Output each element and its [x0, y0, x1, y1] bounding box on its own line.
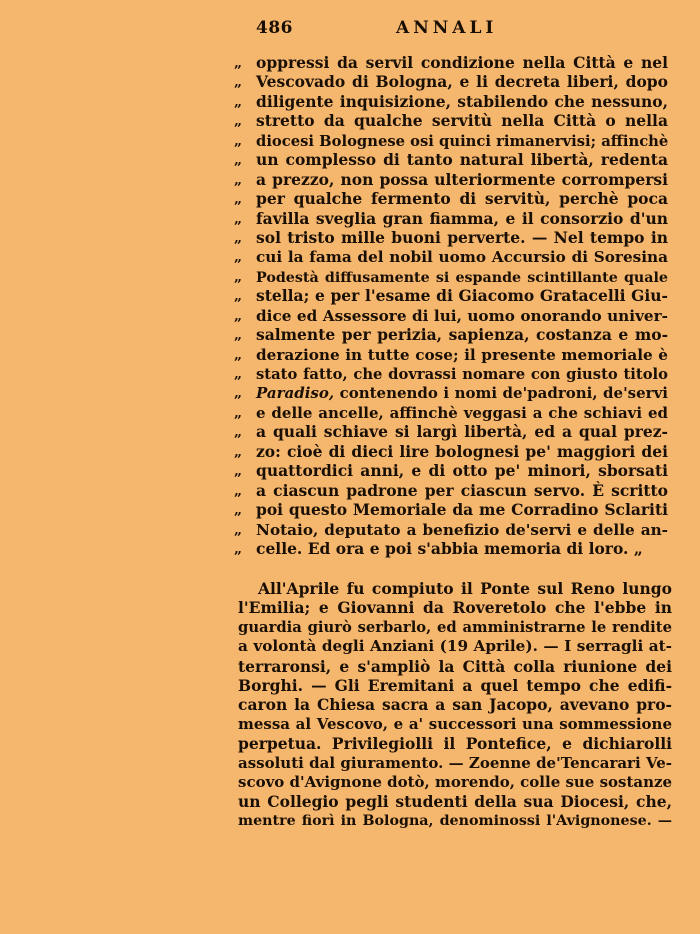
- quote-mark: „: [234, 191, 243, 208]
- quote-line: „ diocesi Bolognese osi quinci rimanervisi; affinchè: [234, 132, 669, 150]
- quote-line: „ celle. Ed ora e poi s'abbia memoria di loro. „: [234, 538, 643, 558]
- quote-mark: „: [234, 307, 243, 324]
- paragraph-line: mentre fiorì in Bologna, denominossi l'Avignonese. —: [238, 812, 672, 829]
- quote-mark: „: [234, 93, 243, 110]
- quote-mark: „: [234, 74, 243, 91]
- paragraph-line: perpetua. Privilegiolli il Pontefice, e dichiarolli: [238, 734, 672, 754]
- quote-mark: „: [234, 404, 243, 421]
- paragraph-line: terraronsi, e s'ampliò la Città colla riunione dei: [238, 656, 672, 676]
- page-header: [256, 18, 516, 42]
- quote-line: „ quattordici anni, e di otto pe' minori, sborsati: [234, 461, 668, 481]
- paragraph-line: Borghi. — Gli Eremitani a quel tempo che edifi-: [238, 675, 672, 695]
- quote-line: „ un complesso di tanto natural libertà, redenta: [234, 150, 668, 170]
- quote-mark: „: [234, 171, 243, 188]
- quote-mark: „: [234, 502, 243, 519]
- quote-mark: „: [234, 268, 243, 285]
- quote-mark: „: [234, 482, 243, 499]
- quote-mark: „: [234, 540, 243, 557]
- quote-line: „ e delle ancelle, affinchè veggasi a che schiavi ed: [234, 403, 668, 422]
- quote-line: „ favilla sveglia gran fiamma, e il consorzio d'un: [234, 208, 668, 228]
- quote-line: „ a ciascun padrone per ciascun servo. È scritto: [234, 480, 668, 500]
- page-number: 486: [256, 18, 293, 38]
- paragraph-line: messa al Vescovo, e a' successori una sommessione: [238, 714, 672, 733]
- quote-line: „ poi questo Memoriale da me Corradino Sclariti: [234, 500, 668, 520]
- quote-mark: „: [234, 113, 243, 130]
- quote-line: „ a quali schiave si largì libertà, ed a qual prez-: [234, 422, 668, 442]
- quoted-document: [232, 53, 672, 558]
- quote-mark: „: [234, 288, 243, 305]
- quote-line: „ a prezzo, non possa ulteriormente corrompersi: [234, 169, 668, 189]
- quote-line: „ Vescovado di Bologna, e li decreta liberi, dopo: [234, 72, 668, 92]
- paragraph-line: un Collegio pegli studenti della sua Diocesi, che,: [238, 792, 672, 812]
- quote-line: „ Paradiso, contenendo i nomi de'padroni, de'servi: [234, 384, 668, 403]
- quote-mark: „: [234, 249, 243, 266]
- quote-line: „ stato fatto, che dovrassi nomare con giusto titolo: [234, 366, 668, 383]
- quote-line: „ zo: cioè di dieci lire bolognesi pe' maggiori dei: [234, 441, 668, 461]
- quote-mark: „: [234, 346, 243, 363]
- paragraph-line: a volontà degli Anziani (19 Aprile). — I serragli at-: [238, 637, 672, 656]
- quote-mark: „: [234, 424, 243, 441]
- paragraph-line: assoluti dal giuramento. — Zoenne de'Tencarari Ve-: [238, 753, 672, 772]
- quote-line: „ dice ed Assessore di lui, uomo onorando univer-: [234, 306, 668, 325]
- quote-mark: „: [234, 521, 243, 538]
- quote-line: „ diligente inquisizione, stabilendo che nessuno,: [234, 91, 668, 111]
- paragraph-line: l'Emilia; e Giovanni da Roveretolo che l'ebbe in: [238, 598, 672, 618]
- quote-mark: „: [234, 463, 243, 480]
- italic-title: Paradiso,: [256, 384, 335, 403]
- quote-line: „ per qualche fermento di servitù, perchè poca: [234, 189, 668, 209]
- body-paragraph: [238, 579, 672, 831]
- quote-line: „ stretto da qualche servitù nella Città o nella: [234, 111, 668, 131]
- paragraph-line: All'Aprile fu compiuto il Ponte sul Reno lungo: [258, 579, 672, 598]
- quote-mark: „: [234, 210, 243, 227]
- quote-mark: „: [234, 55, 243, 71]
- quote-mark: „: [234, 327, 243, 344]
- quote-line: „ cui la fama del nobil uomo Accursio di Soresina: [234, 248, 668, 267]
- quote-mark: „: [234, 229, 243, 246]
- quote-line: „ Podestà diffusamente si espande scintillante quale: [234, 268, 668, 286]
- quote-mark: „: [234, 132, 243, 149]
- quote-mark: „: [234, 366, 243, 382]
- quote-mark: „: [234, 385, 243, 402]
- running-title: ANNALI: [396, 18, 498, 38]
- quote-line: „ stella; e per l'esame di Giacomo Gratacelli Giu-: [234, 286, 668, 306]
- quote-line: „ oppressi da servil condizione nella Città e nel: [234, 53, 668, 72]
- quote-line: „ salmente per perizia, sapienza, costanza e mo-: [234, 325, 668, 345]
- quote-line: „ derazione in tutte cose; il presente memoriale è: [234, 345, 668, 364]
- quote-line: „ Notaio, deputato a benefizio de'servi e delle an-: [234, 520, 668, 539]
- quote-line: „ sol tristo mille buoni perverte. — Nel tempo in: [234, 227, 668, 247]
- paragraph-line: guardia giurò serbarlo, ed amministrarne le rendite: [238, 618, 672, 636]
- quote-mark: „: [234, 443, 243, 460]
- quote-mark: „: [234, 152, 243, 169]
- paragraph-line: scovo d'Avignone dotò, morendo, colle sue sostanze: [238, 772, 673, 791]
- paragraph-line: caron la Chiesa sacra a san Jacopo, avevano pro-: [238, 695, 672, 715]
